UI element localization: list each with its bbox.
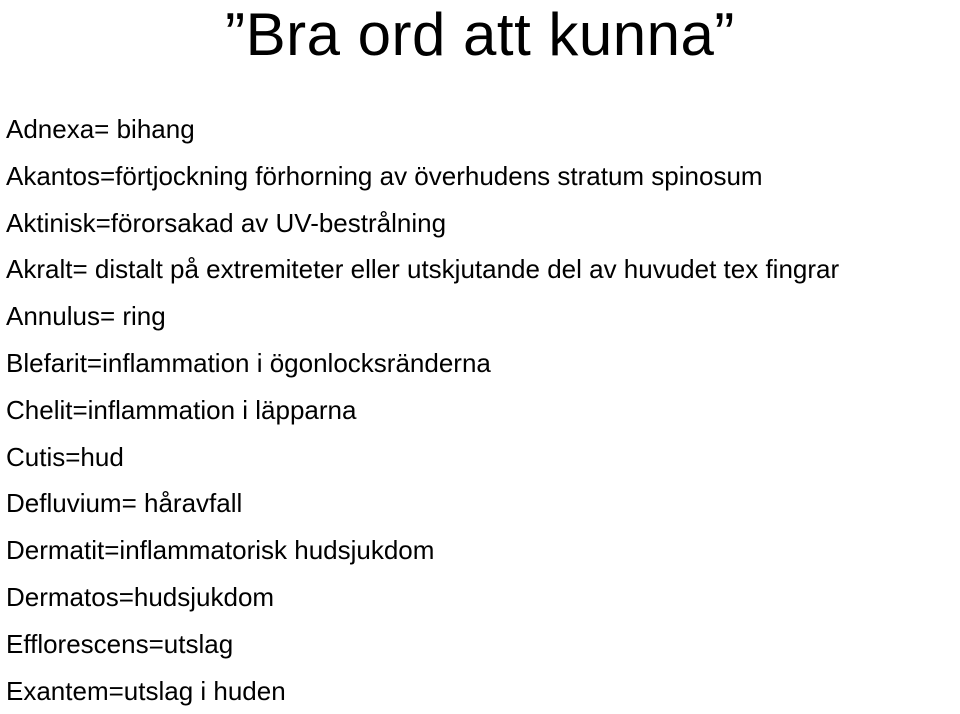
- term-item: Cutis=hud: [6, 441, 124, 472]
- term-item: Dermatit=inflammatorisk hudsjukdom: [6, 535, 435, 566]
- term-item: Akralt= distalt på extremiteter eller utskjutande del av huvudet tex fingrar: [6, 254, 840, 285]
- slide-title: ”Bra ord att kunna”: [225, 1, 735, 68]
- term-item: Dermatos=hudsjukdom: [6, 581, 275, 612]
- term-item: Adnexa= bihang: [6, 114, 195, 144]
- term-item: Blefarit=inflammation i ögonlocksränderna: [6, 347, 491, 378]
- term-item: Efflorescens=utslag: [6, 628, 234, 659]
- term-item: Annulus= ring: [6, 301, 166, 332]
- term-item: Chelit=inflammation i läpparna: [6, 394, 357, 425]
- term-item: Akantos=förtjockning förhorning av överhudens stratum spinosum: [6, 160, 763, 191]
- term-list: [6, 106, 839, 714]
- term-item: Aktinisk=förorsakad av UV-bestrålning: [6, 207, 447, 238]
- term-item: Defluvium= håravfall: [6, 488, 243, 519]
- term-item: Exantem=utslag i huden: [6, 675, 286, 706]
